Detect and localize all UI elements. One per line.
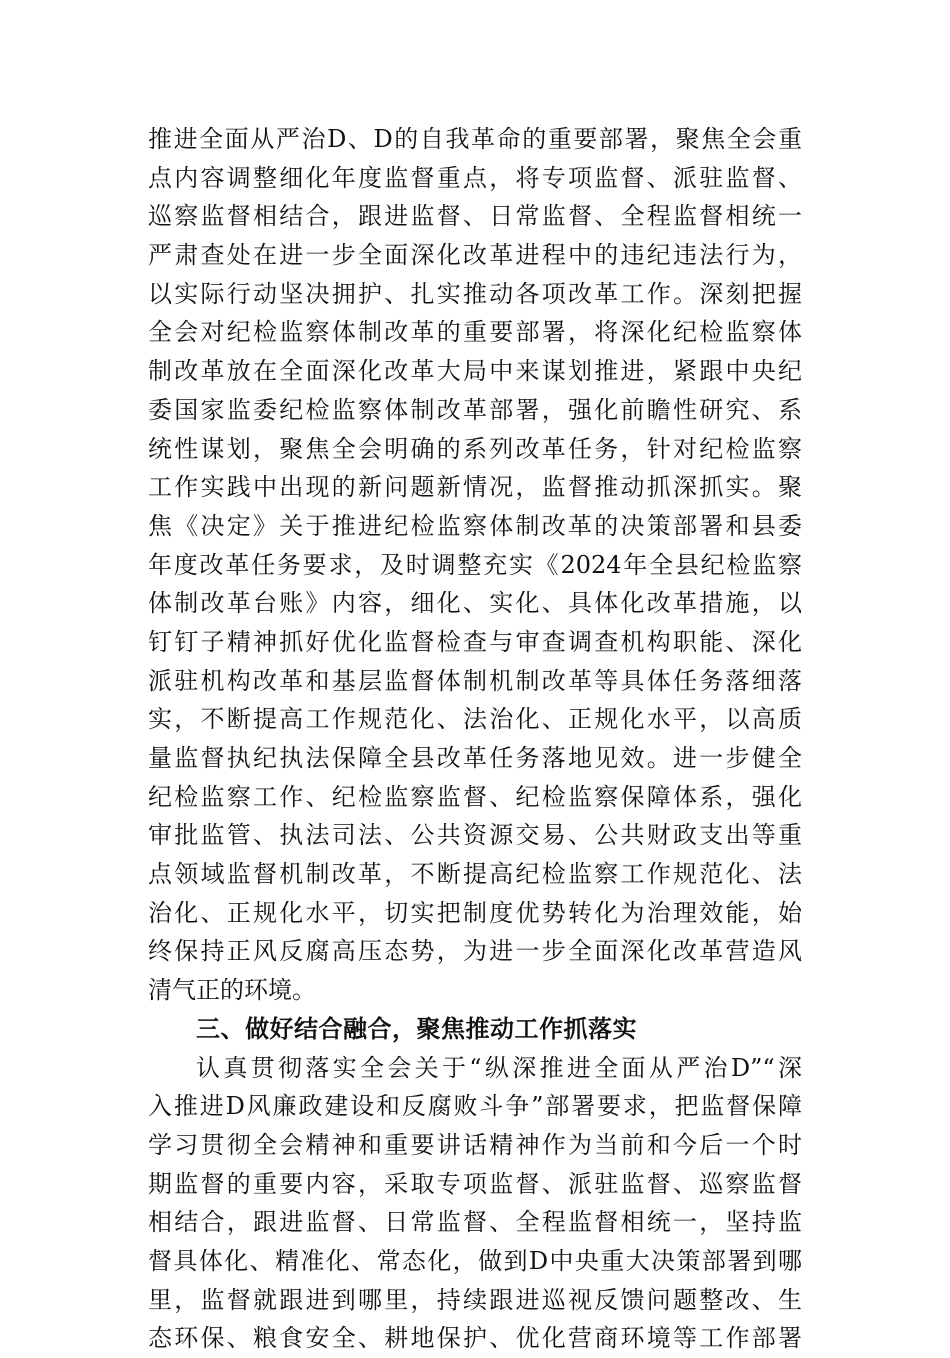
text-line: 派驻机构改革和基层监督体制机制改革等具体任务落细落 — [148, 662, 802, 701]
text-line: 纪检监察工作、纪检监察监督、纪检监察保障体系，强化 — [148, 778, 802, 817]
text-line: 清气正的环境。 — [148, 971, 802, 1010]
text-line: 推进全面从严治D、D的自我革命的重要部署，聚焦全会重 — [148, 120, 802, 159]
text-line: 巡察监督相结合，跟进监督、日常监督、全程监督相统一 — [148, 197, 802, 236]
text-line: 年度改革任务要求，及时调整充实《2024年全县纪检监察 — [148, 546, 802, 585]
text-line: 统性谋划，聚焦全会明确的系列改革任务，针对纪检监察 — [148, 430, 802, 469]
text-line: 点内容调整细化年度监督重点，将专项监督、派驻监督、 — [148, 159, 802, 198]
text-line: 体制改革台账》内容，细化、实化、具体化改革措施，以 — [148, 584, 802, 623]
text-line: 钉钉子精神抓好优化监督检查与审查调查机构职能、深化 — [148, 623, 802, 662]
text-line: 以实际行动坚决拥护、扎实推动各项改革工作。深刻把握 — [148, 275, 802, 314]
text-line: 全会对纪检监察体制改革的重要部署，将深化纪检监察体 — [148, 313, 802, 352]
paragraph-2 — [148, 1049, 802, 1358]
text-line: 焦《决定》关于推进纪检监察体制改革的决策部署和县委 — [148, 507, 802, 546]
text-line: 终保持正风反腐高压态势，为进一步全面深化改革营造风 — [148, 932, 802, 971]
text-line: 工作实践中出现的新问题新情况，监督推动抓深抓实。聚 — [148, 468, 802, 507]
text-line: 治化、正规化水平，切实把制度优势转化为治理效能，始 — [148, 894, 802, 933]
text-line: 制改革放在全面深化改革大局中来谋划推进，紧跟中央纪 — [148, 352, 802, 391]
text-line: 相结合，跟进监督、日常监督、全程监督相统一，坚持监 — [148, 1203, 802, 1242]
text-line: 学习贯彻全会精神和重要讲话精神作为当前和今后一个时 — [148, 1126, 802, 1165]
text-line: 实，不断提高工作规范化、法治化、正规化水平，以高质 — [148, 700, 802, 739]
text-line: 认真贯彻落实全会关于“纵深推进全面从严治D”“深 — [148, 1049, 802, 1088]
text-line: 严肃查处在进一步全面深化改革进程中的违纪违法行为， — [148, 236, 802, 275]
text-line: 审批监管、执法司法、公共资源交易、公共财政支出等重 — [148, 816, 802, 855]
text-line: 态环保、粮食安全、耕地保护、优化营商环境等工作部署 — [148, 1319, 802, 1358]
section-heading: 三、做好结合融合，聚焦推动工作抓落实 — [148, 1010, 802, 1049]
text-line: 督具体化、精准化、常态化，做到D中央重大决策部署到哪 — [148, 1242, 802, 1281]
document-body — [148, 120, 802, 1358]
text-line: 点领域监督机制改革，不断提高纪检监察工作规范化、法 — [148, 855, 802, 894]
paragraph-1 — [148, 120, 802, 1010]
text-line: 量监督执纪执法保障全县改革任务落地见效。进一步健全 — [148, 739, 802, 778]
text-line: 委国家监委纪检监察体制改革部署，强化前瞻性研究、系 — [148, 391, 802, 430]
text-line: 里，监督就跟进到哪里，持续跟进巡视反馈问题整改、生 — [148, 1281, 802, 1320]
text-line: 入推进D风廉政建设和反腐败斗争”部署要求，把监督保障 — [148, 1087, 802, 1126]
text-line: 期监督的重要内容，采取专项监督、派驻监督、巡察监督 — [148, 1165, 802, 1204]
